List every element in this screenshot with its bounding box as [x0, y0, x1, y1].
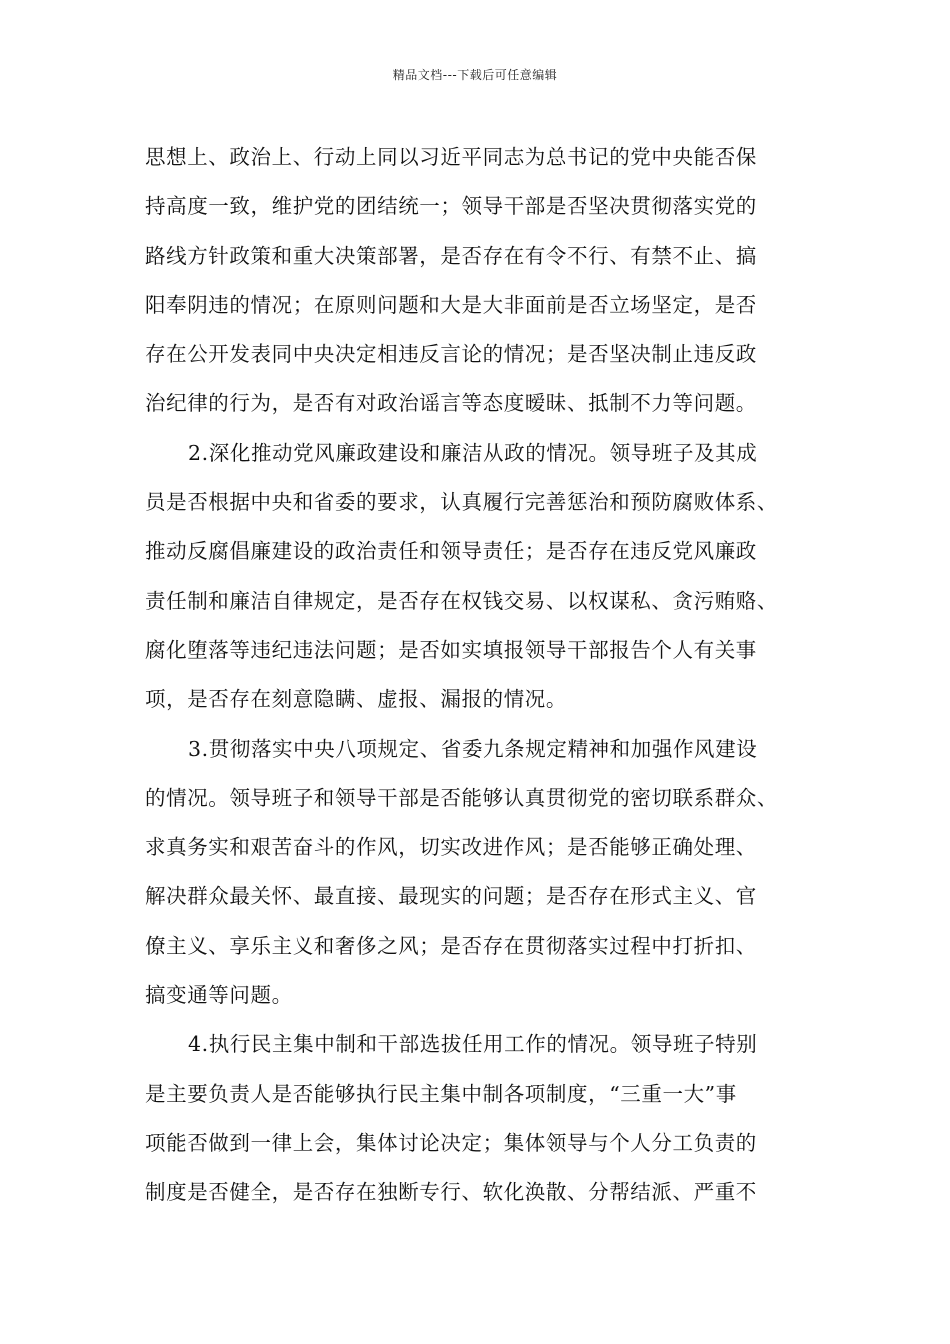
text-line: 是主要负责人是否能够执行民主集中制各项制度，“三重一大”事 [145, 1081, 737, 1106]
text-line: 存在公开发表同中央决定相违反言论的情况；是否坚决制止违反政 [145, 342, 757, 367]
document-body [145, 133, 825, 1218]
text-line: 员是否根据中央和省委的要求，认真履行完善惩治和预防腐败体系、 [145, 490, 778, 515]
text-line: 腐化堕落等违纪违法问题；是否如实填报领导干部报告个人有关事 [145, 637, 757, 662]
text-line: 推动反腐倡廉建设的政治责任和领导责任；是否存在违反党风廉政 [145, 539, 757, 564]
text-line: 制度是否健全，是否存在独断专行、软化涣散、分帮结派、严重不 [145, 1180, 757, 1205]
text-line: 项，是否存在刻意隐瞒、虚报、漏报的情况。 [145, 687, 567, 712]
text-line: 搞变通等问题。 [145, 983, 293, 1008]
text-line: 项能否做到一律上会，集体讨论决定；集体领导与个人分工负责的 [145, 1130, 757, 1155]
text-line: 思想上、政治上、行动上同以习近平同志为总书记的党中央能否保 [145, 145, 757, 169]
text-line: 的情况。领导班子和领导干部是否能够认真贯彻党的密切联系群众、 [145, 785, 778, 810]
text-line: 解决群众最关怀、最直接、最现实的问题；是否存在形式主义、官 [145, 884, 757, 909]
text-line: 求真务实和艰苦奋斗的作风，切实改进作风；是否能够正确处理、 [145, 835, 757, 860]
paragraph-first-line: 3.贯彻落实中央八项规定、省委九条规定精神和加强作风建设 [188, 736, 758, 761]
text-line: 持高度一致，维护党的团结统一；领导干部是否坚决贯彻落实党的 [145, 194, 757, 219]
page-header: 精品文档---下载后可任意编辑 [392, 68, 558, 82]
paragraph-first-line: 4.执行民主集中制和干部选拔任用工作的情况。领导班子特别 [188, 1032, 758, 1057]
text-line: 路线方针政策和重大决策部署，是否存在有令不行、有禁不止、搞 [145, 243, 757, 268]
text-line: 责任制和廉洁自律规定，是否存在权钱交易、以权谋私、贪污贿赂、 [145, 588, 778, 613]
text-line: 阳奉阴违的情况；在原则问题和大是大非面前是否立场坚定，是否 [145, 292, 757, 317]
paragraph-first-line: 2.深化推动党风廉政建设和廉洁从政的情况。领导班子及其成 [188, 440, 758, 465]
text-line: 僚主义、享乐主义和奢侈之风；是否存在贯彻落实过程中打折扣、 [145, 933, 757, 958]
text-line: 治纪律的行为，是否有对政治谣言等态度暧昧、抵制不力等问题。 [145, 391, 757, 416]
